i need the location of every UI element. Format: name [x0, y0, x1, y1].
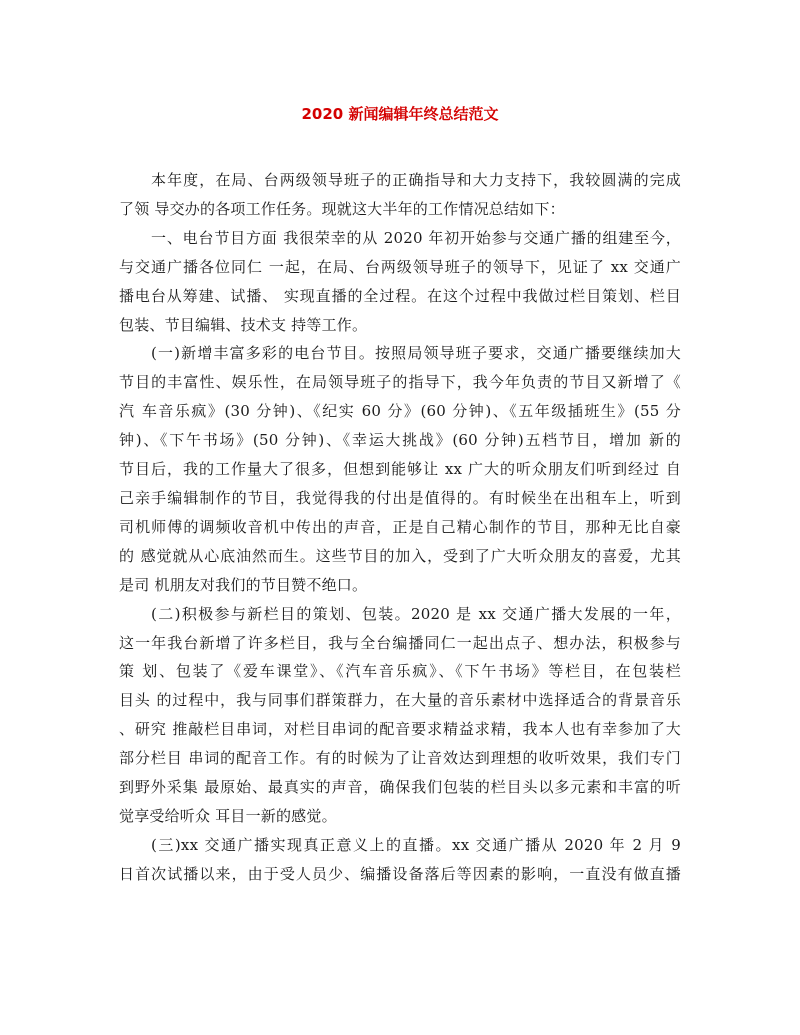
- paragraph-4-line-3: 策 划、包装了《爱车课堂》、《汽车音乐疯》、《下午书场》等栏目，在包装栏: [119, 662, 681, 681]
- paragraph-3-line-7: 司机师傅的调频收音机中传出的声音，正是自己精心制作的节目，那种无比自豪: [119, 517, 681, 536]
- document-title: 2020 新闻编辑年终总结范文: [301, 105, 499, 123]
- paragraph-2-line-2: 与交通广播各位同仁 一起，在局、台两级领导班子的领导下，见证了 xx 交通广: [119, 257, 681, 276]
- paragraph-3-line-5: 节目后，我的工作量大了很多，但想到能够让 xx 广大的听众朋友们听到经过 自: [119, 460, 681, 479]
- paragraph-3-line-8: 的 感觉就从心底油然而生。这些节目的加入，受到了广大听众朋友的喜爱，尤其: [119, 546, 681, 565]
- paragraph-5-line-1: (三)xx 交通广播实现真正意义上的直播。xx 交通广播从 2020 年 2 月 9: [151, 835, 681, 854]
- paragraph-4-line-5: 、研究 推敲栏目串词，对栏目串词的配音要求精益求精，我本人也有幸参加了大: [119, 720, 681, 739]
- paragraph-2-line-3: 播电台从筹建、试播、 实现直播的全过程。在这个过程中我做过栏目策划、栏目: [119, 286, 681, 305]
- paragraph-3-line-4: 钟)、《下午书场》(50 分钟)、《幸运大挑战》(60 分钟)五档节目，增加 新的: [119, 431, 681, 450]
- document-body: [119, 166, 681, 889]
- paragraph-4-line-4: 目头 的过程中，我与同事们群策群力，在大量的音乐素材中选择适合的背景音乐: [119, 691, 681, 710]
- paragraph-2-line-4: 包装、节目编辑、技术支 持等工作。: [119, 315, 368, 334]
- paragraph-3-line-3: 汽 车音乐疯》(30 分钟)、《纪实 60 分》(60 分钟)、《五年级插班生》(55 分: [119, 402, 681, 421]
- paragraph-1-line-2: 了领 导交办的各项工作任务。现就这大半年的工作情况总结如下：: [119, 199, 565, 218]
- paragraph-4-line-7: 到野外采集 最原始、最真实的声音，确保我们包装的栏目头以多元素和丰富的听: [119, 778, 681, 797]
- paragraph-3-line-9: 是司 机朋友对我们的节目赞不绝口。: [119, 575, 368, 594]
- paragraph-5-line-2: 日首次试播以来，由于受人员少、编播设备落后等因素的影响，一直没有做直播: [119, 864, 681, 883]
- paragraph-3-line-1: (一)新增丰富多彩的电台节目。按照局领导班子要求，交通广播要继续加大: [151, 344, 681, 363]
- paragraph-4-line-6: 部分栏目 串词的配音工作。有的时候为了让音效达到理想的收听效果，我们专门: [119, 749, 681, 768]
- paragraph-4-line-8: 觉享受给听众 耳目一新的感觉。: [119, 806, 337, 825]
- paragraph-4-line-2: 这一年我台新增了许多栏目，我与全台编播同仁一起出点子、想办法，积极参与: [119, 633, 681, 652]
- paragraph-1-line-1: 本年度，在局、台两级领导班子的正确指导和大力支持下，我较圆满的完成: [151, 171, 681, 189]
- paragraph-2-line-1: 一、电台节目方面 我很荣幸的从 2020 年初开始参与交通广播的组建至今，: [151, 228, 681, 247]
- paragraph-3-line-6: 己亲手编辑制作的节目，我觉得我的付出是值得的。有时候坐在出租车上，听到: [119, 488, 681, 507]
- paragraph-4-line-1: (二)积极参与新栏目的策划、包装。2020 是 xx 交通广播大发展的一年，: [151, 604, 681, 623]
- paragraph-3-line-2: 节目的丰富性、娱乐性，在局领导班子的指导下，我今年负责的节目又新增了《: [119, 373, 681, 392]
